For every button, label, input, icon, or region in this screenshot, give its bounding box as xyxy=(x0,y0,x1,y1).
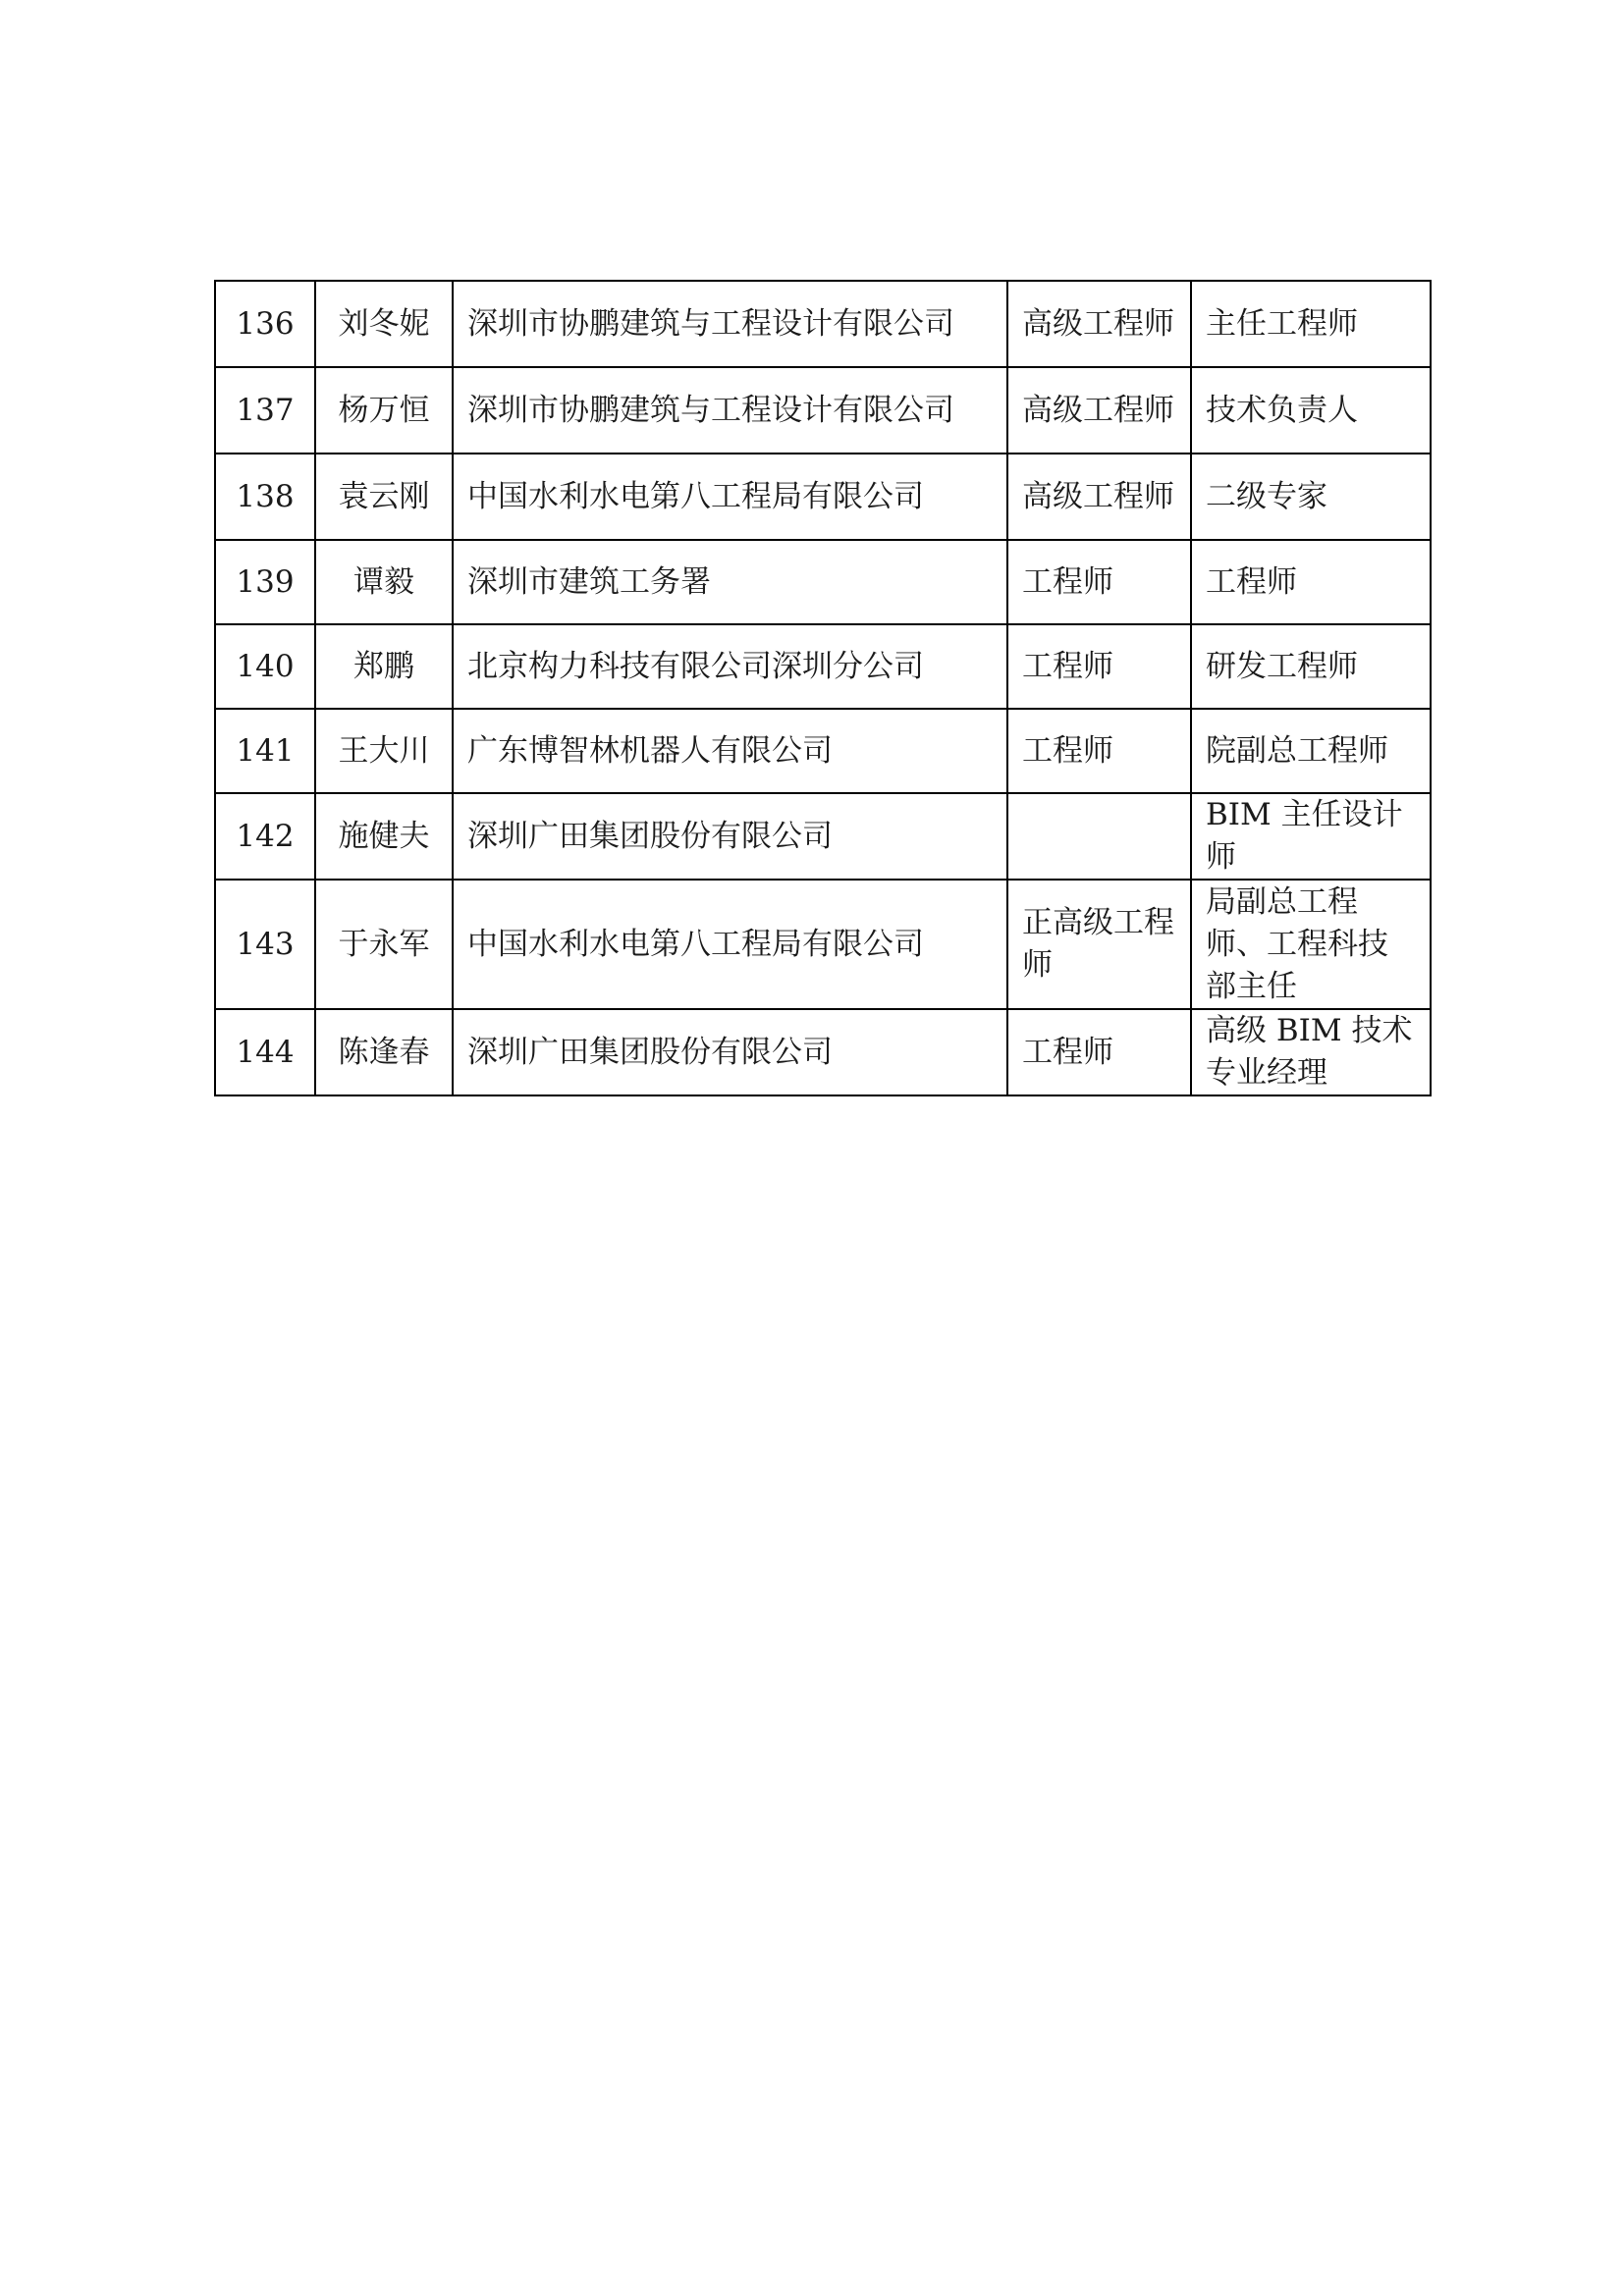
row-number: 143 xyxy=(215,880,315,1009)
row-number: 136 xyxy=(215,281,315,367)
table-row xyxy=(215,880,1431,1009)
row-number: 140 xyxy=(215,624,315,709)
row-number: 139 xyxy=(215,540,315,624)
job-position: 工程师 xyxy=(1191,540,1431,624)
organization: 深圳广田集团股份有限公司 xyxy=(453,793,1007,880)
job-position: 院副总工程师 xyxy=(1191,709,1431,793)
organization: 广东博智林机器人有限公司 xyxy=(453,709,1007,793)
table-row xyxy=(215,624,1431,709)
row-number: 138 xyxy=(215,454,315,540)
table-row xyxy=(215,281,1431,367)
professional-title: 工程师 xyxy=(1007,540,1191,624)
professional-title: 正高级工程师 xyxy=(1007,880,1191,1009)
row-number: 137 xyxy=(215,367,315,454)
personnel-table xyxy=(214,280,1432,1096)
professional-title: 工程师 xyxy=(1007,709,1191,793)
row-number: 141 xyxy=(215,709,315,793)
organization: 深圳市协鹏建筑与工程设计有限公司 xyxy=(453,281,1007,367)
table-row xyxy=(215,540,1431,624)
professional-title: 高级工程师 xyxy=(1007,454,1191,540)
organization: 中国水利水电第八工程局有限公司 xyxy=(453,454,1007,540)
professional-title: 高级工程师 xyxy=(1007,367,1191,454)
professional-title: 工程师 xyxy=(1007,1009,1191,1095)
professional-title: 高级工程师 xyxy=(1007,281,1191,367)
person-name: 袁云刚 xyxy=(315,454,453,540)
table-row xyxy=(215,793,1431,880)
job-position: 技术负责人 xyxy=(1191,367,1431,454)
job-position: BIM 主任设计师 xyxy=(1191,793,1431,880)
table-row xyxy=(215,709,1431,793)
person-name: 谭毅 xyxy=(315,540,453,624)
row-number: 144 xyxy=(215,1009,315,1095)
person-name: 郑鹏 xyxy=(315,624,453,709)
job-position: 二级专家 xyxy=(1191,454,1431,540)
job-position: 主任工程师 xyxy=(1191,281,1431,367)
person-name: 于永军 xyxy=(315,880,453,1009)
organization: 中国水利水电第八工程局有限公司 xyxy=(453,880,1007,1009)
person-name: 刘冬妮 xyxy=(315,281,453,367)
organization: 北京构力科技有限公司深圳分公司 xyxy=(453,624,1007,709)
job-position: 研发工程师 xyxy=(1191,624,1431,709)
table-row xyxy=(215,454,1431,540)
professional-title xyxy=(1007,793,1191,880)
row-number: 142 xyxy=(215,793,315,880)
person-name: 陈逢春 xyxy=(315,1009,453,1095)
job-position: 高级 BIM 技术专业经理 xyxy=(1191,1009,1431,1095)
organization: 深圳市协鹏建筑与工程设计有限公司 xyxy=(453,367,1007,454)
person-name: 杨万恒 xyxy=(315,367,453,454)
professional-title: 工程师 xyxy=(1007,624,1191,709)
organization: 深圳广田集团股份有限公司 xyxy=(453,1009,1007,1095)
person-name: 王大川 xyxy=(315,709,453,793)
person-name: 施健夫 xyxy=(315,793,453,880)
organization: 深圳市建筑工务署 xyxy=(453,540,1007,624)
job-position: 局副总工程师、工程科技部主任 xyxy=(1191,880,1431,1009)
table-row xyxy=(215,1009,1431,1095)
table-row xyxy=(215,367,1431,454)
